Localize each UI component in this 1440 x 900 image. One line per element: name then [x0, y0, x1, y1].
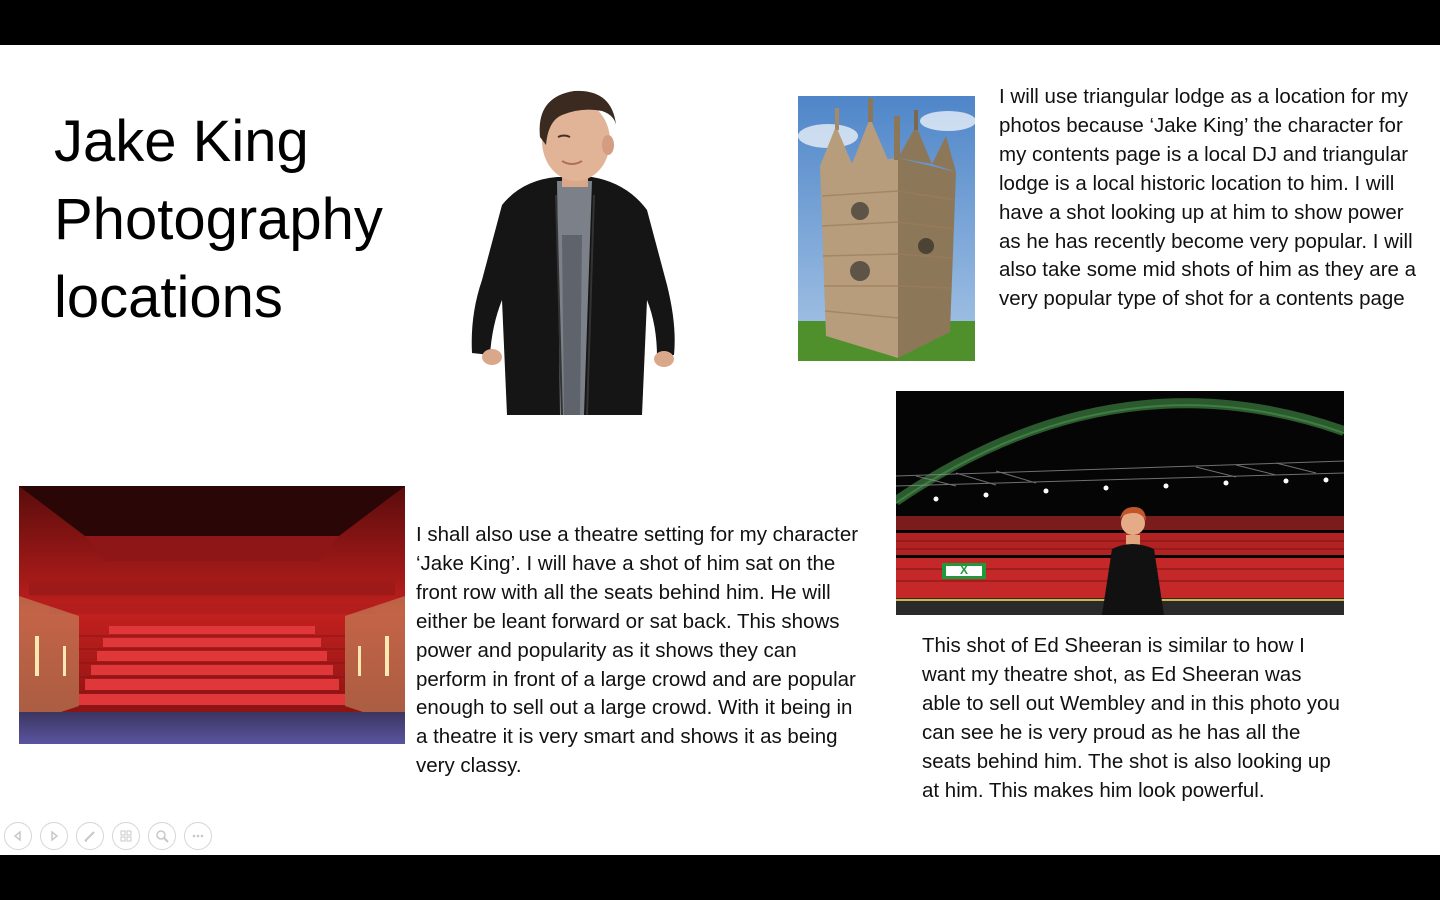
more-options-button[interactable] [184, 822, 212, 850]
triangular-lodge-photo [798, 96, 975, 361]
title-line-2: Photography [54, 187, 383, 252]
arrow-left-icon [12, 830, 24, 842]
slide [0, 45, 1440, 855]
slides-grid-icon [119, 829, 133, 843]
magnifier-icon [155, 829, 169, 843]
ed-sheeran-description-text: This shot of Ed Sheeran is similar to how I want my theatre shot, as Ed Sheeran was able to sell out Wembley and in this photo you can see he is very proud as he has all the seats behind him. The shot is also looking up at him. This makes him look powerful. [922, 634, 1340, 802]
ed-sheeran-wembley-photo [896, 391, 1344, 615]
exit-sign-label: X [959, 563, 968, 577]
see-all-slides-button[interactable] [112, 822, 140, 850]
pen-tool-button[interactable] [76, 822, 104, 850]
title-line-3: locations [54, 265, 283, 330]
slideshow-toolbar [4, 821, 212, 851]
title-line-1: Jake King [54, 109, 309, 174]
next-slide-button[interactable] [40, 822, 68, 850]
pen-icon [83, 829, 97, 843]
zoom-button[interactable] [148, 822, 176, 850]
previous-slide-button[interactable] [4, 822, 32, 850]
slide-title [54, 103, 434, 337]
theatre-description-text: I shall also use a theatre setting for my character ‘Jake King’. I will have a shot of him sat on the front row with all the seats behind him. He will either be leant forward or sat back. This shows power and popularity as it shows they can perform in front of a large crowd and are popular enough to sell out a large crowd. With it being in a theatre it is very smart and shows it as being very classy. [416, 523, 859, 778]
arrow-right-icon [48, 830, 60, 842]
lodge-description-text: I will use triangular lodge as a location for my photos because ‘Jake King’ the character for my contents page is a local DJ and triangular lodge is a local historic location to him. I will have a shot looking up at him to show power as he has recently become very popular. I will also take some mid shots of him as they are a very popular type of shot for a contents page [999, 85, 1417, 311]
theatre-auditorium-photo [19, 486, 405, 744]
jake-king-portrait-image [462, 85, 682, 415]
ellipsis-icon [191, 829, 205, 843]
